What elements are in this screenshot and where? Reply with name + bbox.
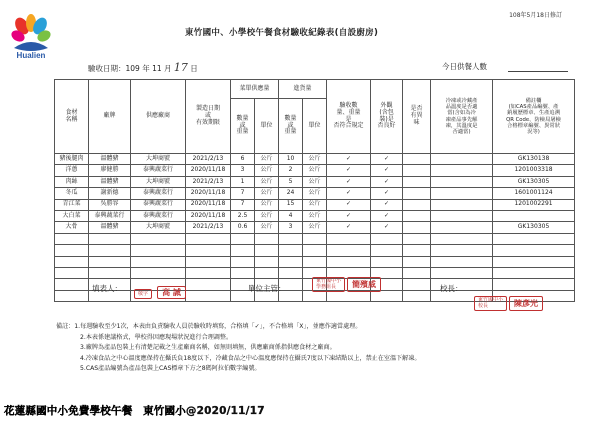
header-brand: 廠牌 <box>89 80 131 154</box>
header-ordered-group: 菜單供應量 <box>231 80 279 99</box>
cell-pack-ok: ✓ <box>371 165 403 176</box>
footer-caption <box>4 403 265 418</box>
cell-food: 肉絲 <box>55 176 89 187</box>
cell-pack-ok: ✓ <box>371 222 403 233</box>
cell-food: 青江菜 <box>55 199 89 210</box>
cell-qty-ok: ✓ <box>327 210 371 221</box>
empty-cell <box>493 233 575 244</box>
empty-cell <box>55 256 89 267</box>
empty-cell <box>327 256 371 267</box>
note-line: 4.冷凍食品之中心溫度應保持在攝氏負18度以下，冷藏食品之中心溫度應保持在攝氏7度以下凍結點以上，禁止在室溫下解凍。 <box>80 354 421 362</box>
cell-order-unit: 公斤 <box>255 188 279 199</box>
empty-cell <box>131 245 186 256</box>
cell-recv-unit: 公斤 <box>303 199 327 210</box>
cell-recv-qty: 24 <box>279 188 303 199</box>
cell-remark: 1601001124 <box>493 188 575 199</box>
empty-cell <box>89 245 131 256</box>
empty-cell <box>371 256 403 267</box>
cell-date: 2020/11/18 <box>186 165 231 176</box>
footer-text: 花蓮縣國中小免費學校午餐 東竹國小@2020/11/17 <box>4 405 265 417</box>
cell-remark: 1201003318 <box>493 165 575 176</box>
cell-date: 2020/11/18 <box>186 210 231 221</box>
cell-food: 冬瓜 <box>55 188 89 199</box>
empty-row <box>55 233 575 244</box>
empty-cell <box>403 245 431 256</box>
empty-cell <box>231 233 255 244</box>
empty-cell <box>231 267 255 278</box>
cell-date: 2021/2/13 <box>186 222 231 233</box>
empty-cell <box>279 245 303 256</box>
cell-recv-unit: 公斤 <box>303 188 327 199</box>
note-line: 3.廠牌為產品包裝上有清楚記載之生產廠商名稱，如無則填無，供應廠商係指供應食材之廠商。 <box>80 344 336 351</box>
cell-qty-ok: ✓ <box>327 199 371 210</box>
empty-cell <box>403 267 431 278</box>
empty-cell <box>231 256 255 267</box>
header-check-qty: 驗收數 量、重量 是 否符合規定 <box>327 80 371 154</box>
cell-temp <box>431 176 493 187</box>
empty-cell <box>327 233 371 244</box>
cell-remark: 1201002291 <box>493 199 575 210</box>
principal-stamp-name: 陳彥光 <box>509 296 543 311</box>
table-row <box>55 199 575 210</box>
cell-recv-unit: 公斤 <box>303 165 327 176</box>
cell-brand: 溫體豬 <box>89 154 131 165</box>
table-row <box>55 165 575 176</box>
form-title: 東竹國中、小學校午餐食材驗收紀錄表(自設廚房) <box>185 28 379 38</box>
header-packaging: 外觀 (含包 裝)是 否良好 <box>371 80 403 154</box>
cell-qty-ok: ✓ <box>327 222 371 233</box>
cell-odor <box>403 176 431 187</box>
notes-block <box>56 322 420 375</box>
cell-odor <box>403 210 431 221</box>
empty-cell <box>255 245 279 256</box>
note-line: 備註：1.每週驗收至少1次，本表由負責驗收人員於驗收時填寫，合格填「✓」，不合格填「X」，並應作適當處理。 <box>56 323 362 330</box>
empty-cell <box>55 290 89 301</box>
cell-supplier: 泰興蔬菜行 <box>131 165 186 176</box>
empty-cell <box>186 256 231 267</box>
cell-odor <box>403 154 431 165</box>
empty-cell <box>255 256 279 267</box>
cell-food: 洋蔥 <box>55 165 89 176</box>
cell-food: 大白菜 <box>55 210 89 221</box>
empty-cell <box>279 233 303 244</box>
cell-remark <box>493 210 575 221</box>
meal-count-label: 今日供餐人數 <box>442 62 487 71</box>
cell-odor <box>403 222 431 233</box>
cell-order-qty: 6 <box>231 154 255 165</box>
cell-recv-unit: 公斤 <box>303 210 327 221</box>
empty-cell <box>55 267 89 278</box>
empty-cell <box>55 245 89 256</box>
header-supplier: 供應廠商 <box>131 80 186 154</box>
empty-cell <box>431 233 493 244</box>
header-recv-unit: 單位 <box>303 99 327 154</box>
header-remarks: 備註欄 (如CAS產品編號、產 銷履歷標章、生產追溯 QR Code、防檢局屠檢 合格標章編號、異常狀 況等) <box>493 80 575 154</box>
cell-date: 2021/2/13 <box>186 176 231 187</box>
empty-cell <box>327 245 371 256</box>
cell-order-unit: 公斤 <box>255 154 279 165</box>
empty-cell <box>186 267 231 278</box>
cell-order-qty: 7 <box>231 188 255 199</box>
header-received-group: 進貨量 <box>279 80 327 99</box>
cell-date: 2020/11/18 <box>186 199 231 210</box>
cell-temp <box>431 199 493 210</box>
table-row <box>55 154 575 165</box>
empty-cell <box>255 233 279 244</box>
table-row <box>55 188 575 199</box>
cell-recv-unit: 公斤 <box>303 176 327 187</box>
unit-head-stamp <box>312 277 381 292</box>
cell-pack-ok: ✓ <box>371 154 403 165</box>
empty-cell <box>303 256 327 267</box>
cell-order-unit: 公斤 <box>255 176 279 187</box>
cell-recv-qty: 15 <box>279 199 303 210</box>
empty-cell <box>89 267 131 278</box>
filler-stamp-prefix: 敬字 <box>134 289 152 299</box>
unit-stamp-name: 簡殯威 <box>347 277 381 292</box>
filler-label: 填表人： <box>92 284 122 293</box>
header-order-unit: 單位 <box>255 99 279 154</box>
inspection-table <box>54 79 575 302</box>
cell-supplier: 大坤商號 <box>131 176 186 187</box>
empty-cell <box>493 279 575 290</box>
cell-pack-ok: ✓ <box>371 199 403 210</box>
cell-recv-qty: 4 <box>279 210 303 221</box>
header-order-qty: 數量 或 重量 <box>231 99 255 154</box>
cell-qty-ok: ✓ <box>327 188 371 199</box>
logo-text: Hualien <box>16 51 46 60</box>
empty-cell <box>131 256 186 267</box>
empty-row <box>55 245 575 256</box>
unit-stamp-prefix: 東竹國中小 學務組長 <box>312 277 345 292</box>
cell-supplier: 泰興蔬菜行 <box>131 188 186 199</box>
cell-qty-ok: ✓ <box>327 176 371 187</box>
header-food-name: 食材 名稱 <box>55 80 89 154</box>
empty-cell <box>403 233 431 244</box>
meal-count-field[interactable] <box>508 71 568 72</box>
cell-temp <box>431 188 493 199</box>
empty-row <box>55 256 575 267</box>
empty-cell <box>371 233 403 244</box>
cell-brand: 廖健勝 <box>89 165 131 176</box>
empty-cell <box>55 233 89 244</box>
empty-cell <box>231 245 255 256</box>
cell-temp <box>431 222 493 233</box>
cell-temp <box>431 165 493 176</box>
empty-cell <box>131 267 186 278</box>
principal-label: 校長： <box>440 284 463 293</box>
empty-cell <box>493 267 575 278</box>
principal-stamp-prefix: 東竹國中小 校長 <box>474 296 507 311</box>
empty-cell <box>431 256 493 267</box>
cell-temp <box>431 210 493 221</box>
unit-head-label: 單位主管： <box>248 284 286 293</box>
inspection-date-label: 驗收日期：109 年 11 月 <box>88 64 172 73</box>
cell-qty-ok: ✓ <box>327 165 371 176</box>
cell-recv-qty: 10 <box>279 154 303 165</box>
hualien-logo-icon <box>10 14 52 54</box>
cell-supplier: 大坤商號 <box>131 154 186 165</box>
cell-odor <box>403 165 431 176</box>
note-line: 5.CAS產品編號為產品包裝上CAS標章下方之8碼阿拉伯數字編號。 <box>80 365 261 372</box>
cell-date: 2020/11/18 <box>186 188 231 199</box>
cell-remark: GK130138 <box>493 154 575 165</box>
table-row <box>55 176 575 187</box>
inspection-date <box>88 61 198 74</box>
header-recv-qty: 數量 或 重量 <box>279 99 303 154</box>
empty-cell <box>89 256 131 267</box>
table-row <box>55 210 575 221</box>
cell-recv-qty: 3 <box>279 222 303 233</box>
empty-cell <box>303 233 327 244</box>
empty-cell <box>493 256 575 267</box>
cell-supplier: 泰興蔬菜行 <box>131 199 186 210</box>
cell-order-qty: 2.5 <box>231 210 255 221</box>
inspection-day-handwritten: 17 <box>173 61 188 74</box>
empty-cell <box>131 233 186 244</box>
cell-supplier: 大坤商號 <box>131 222 186 233</box>
cell-order-qty: 0.6 <box>231 222 255 233</box>
revision-date: 108年5月18日修訂 <box>509 12 562 19</box>
filler-stamp <box>134 280 186 299</box>
table-row <box>55 222 575 233</box>
cell-food: 豬後腿肉 <box>55 154 89 165</box>
cell-order-unit: 公斤 <box>255 222 279 233</box>
cell-order-unit: 公斤 <box>255 165 279 176</box>
filler-stamp-name: 高 誠 <box>157 286 186 299</box>
empty-cell <box>403 279 431 290</box>
empty-cell <box>493 245 575 256</box>
cell-remark: GK130305 <box>493 222 575 233</box>
cell-remark: GK130305 <box>493 176 575 187</box>
inspection-date-suffix: 日 <box>190 64 198 73</box>
empty-cell <box>279 267 303 278</box>
cell-brand: 謝新德 <box>89 188 131 199</box>
principal-stamp <box>474 296 543 311</box>
cell-supplier: 泰興蔬菜行 <box>131 210 186 221</box>
empty-cell <box>186 290 231 301</box>
cell-brand: 吳勝容 <box>89 199 131 210</box>
header-odor: 是否 有異 味 <box>403 80 431 154</box>
header-dates: 製造日期 或 有效期限 <box>186 80 231 154</box>
cell-order-qty: 3 <box>231 165 255 176</box>
empty-cell <box>186 233 231 244</box>
cell-food: 大骨 <box>55 222 89 233</box>
empty-cell <box>255 267 279 278</box>
cell-odor <box>403 188 431 199</box>
cell-order-unit: 公斤 <box>255 199 279 210</box>
empty-cell <box>403 290 431 301</box>
cell-recv-unit: 公斤 <box>303 154 327 165</box>
cell-recv-qty: 2 <box>279 165 303 176</box>
cell-qty-ok: ✓ <box>327 154 371 165</box>
empty-cell <box>431 267 493 278</box>
cell-brand: 泰興蔬菜行 <box>89 210 131 221</box>
cell-recv-unit: 公斤 <box>303 222 327 233</box>
cell-brand: 溫體豬 <box>89 222 131 233</box>
empty-cell <box>55 279 89 290</box>
empty-cell <box>279 256 303 267</box>
cell-recv-qty: 5 <box>279 176 303 187</box>
cell-pack-ok: ✓ <box>371 210 403 221</box>
cell-odor <box>403 199 431 210</box>
empty-cell <box>89 233 131 244</box>
note-line: 2.本表係建議格式，學校得因應現場狀況進行合理調整。 <box>80 333 233 341</box>
empty-cell <box>431 245 493 256</box>
empty-cell <box>371 245 403 256</box>
cell-order-qty: 7 <box>231 199 255 210</box>
empty-cell <box>186 245 231 256</box>
cell-temp <box>431 154 493 165</box>
cell-order-qty: 1 <box>231 176 255 187</box>
cell-brand: 溫體豬 <box>89 176 131 187</box>
cell-pack-ok: ✓ <box>371 176 403 187</box>
cell-order-unit: 公斤 <box>255 210 279 221</box>
header-temp: 冷凍或冷藏產 品溫度是否適 當(含如為冷 凍產品事先解 凍，其溫度是 否適當) <box>431 80 493 154</box>
empty-cell <box>403 256 431 267</box>
cell-pack-ok: ✓ <box>371 188 403 199</box>
empty-cell <box>303 245 327 256</box>
cell-date: 2021/2/13 <box>186 154 231 165</box>
empty-cell <box>186 279 231 290</box>
